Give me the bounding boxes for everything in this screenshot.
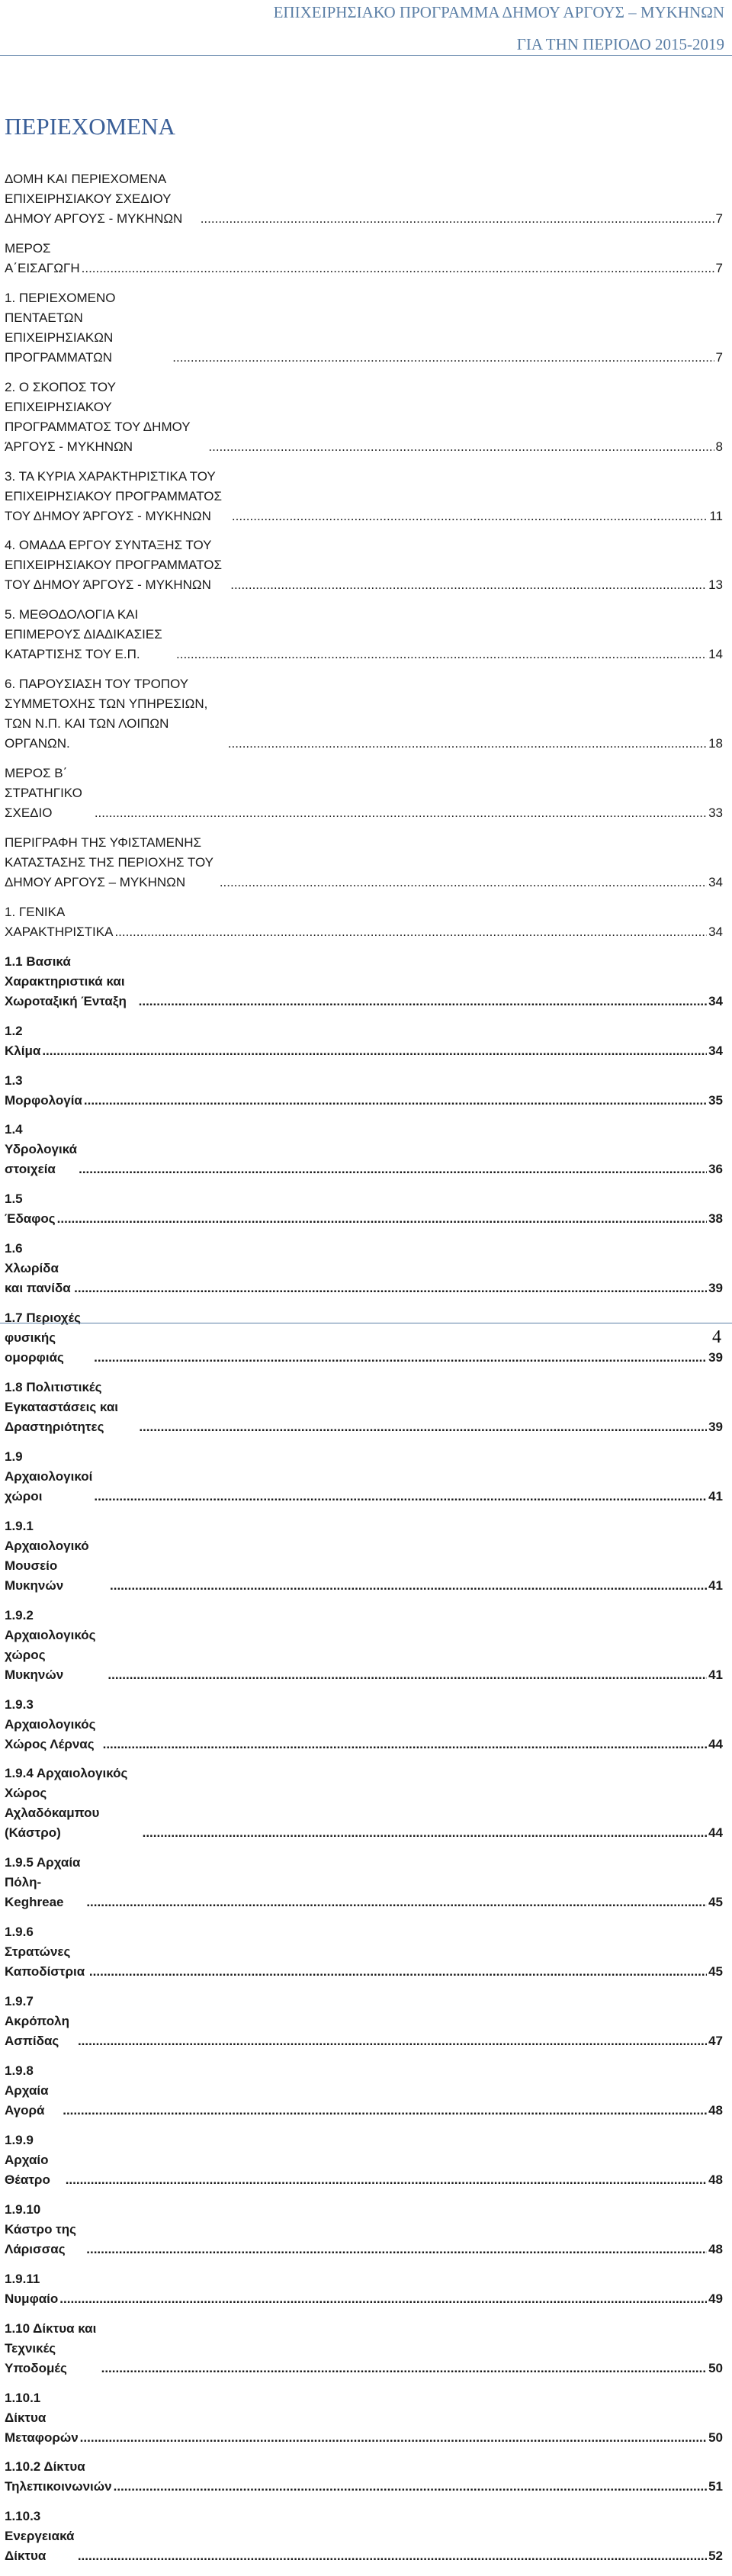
- toc-entry-page: 41: [708, 1488, 723, 1503]
- toc-dot-leader: [78, 2031, 707, 2051]
- toc-entry[interactable]: [5, 833, 723, 892]
- toc-dot-leader: [42, 1041, 707, 1061]
- toc-dot-leader: [143, 1823, 707, 1843]
- toc-dot-leader: [139, 1417, 707, 1437]
- toc-dot-leader: [220, 873, 707, 892]
- toc-dot-leader: [89, 1962, 707, 1982]
- toc-dot-leader: [86, 2240, 707, 2259]
- toc-entry-page: 7: [715, 260, 723, 275]
- toc-entry-title: 2. Ο ΣΚΟΠΟΣ ΤΟΥ ΕΠΙΧΕΙΡΗΣΙΑΚΟΥ ΠΡΟΓΡΑΜΜΑΤΟΣ ΤΟΥ ΔΗΜΟΥ ΆΡΓΟΥΣ - ΜΥΚΗΝΩΝ: [5, 379, 191, 454]
- toc-entry-page: 48: [708, 2172, 723, 2187]
- toc-entry[interactable]: [5, 1992, 723, 2051]
- toc-dot-leader: [176, 645, 707, 664]
- header-period: ΓΙΑ ΤΗΝ ΠΕΡΙΟΔΟ 2015-2019: [516, 35, 724, 53]
- toc-entry[interactable]: [5, 2269, 723, 2309]
- toc-entry-page: 34: [708, 924, 723, 939]
- toc-entry-title: 1.9.4 Αρχαιολογικός Χώρος Αχλαδόκαμπου (Κάστρο): [5, 1766, 128, 1841]
- toc-entry-page: 50: [708, 2360, 723, 2375]
- toc-entry-page: 48: [708, 2103, 723, 2118]
- toc-entry-page: 36: [708, 1162, 723, 1177]
- toc-entry[interactable]: [5, 1853, 723, 1912]
- toc-entry-page: 44: [708, 1736, 723, 1751]
- toc-entry[interactable]: [5, 2200, 723, 2259]
- toc-entry[interactable]: [5, 674, 723, 754]
- toc-entry-title: 1. ΠΕΡΙΕΧΟΜΕΝΟ ΠΕΝΤΑΕΤΩΝ ΕΠΙΧΕΙΡΗΣΙΑΚΩΝ ΠΡΟΓΡΑΜΜΑΤΩΝ: [5, 290, 116, 365]
- toc-dot-leader: [110, 1576, 707, 1596]
- toc-entry-page: 33: [708, 806, 723, 821]
- toc-entry-title: 1.9.3 Αρχαιολογικός Χώρος Λέρνας: [5, 1696, 96, 1751]
- toc-dot-leader: [78, 2546, 707, 2566]
- toc-entry-title: ΜΕΡΟΣ Β΄ ΣΤΡΑΤΗΓΙΚΟ ΣΧΕΔΙΟ: [5, 766, 82, 821]
- header-title: ΕΠΙΧΕΙΡΗΣΙΑΚΟ ΠΡΟΓΡΑΜΜΑ ΔΗΜΟΥ ΑΡΓΟΥΣ – ΜΥΚΗΝΩΝ: [273, 3, 724, 21]
- toc-entry-page: 18: [708, 736, 723, 751]
- toc-dot-leader: [114, 2477, 707, 2497]
- toc-dot-leader: [139, 992, 707, 1011]
- toc-entry[interactable]: [5, 288, 723, 368]
- toc-entry[interactable]: [5, 1239, 723, 1298]
- toc-entry[interactable]: [5, 1695, 723, 1754]
- toc-entry-title: 3. ΤΑ ΚΥΡΙΑ ΧΑΡΑΚΤΗΡΙΣΤΙΚΑ ΤΟΥ ΕΠΙΧΕΙΡΗΣΙΑΚΟΥ ΠΡΟΓΡΑΜΜΑΤΟΣ ΤΟΥ ΔΗΜΟΥ ΆΡΓΟΥΣ - ΜΥΚΗΝΩΝ: [5, 468, 222, 523]
- toc-entry-page: 51: [708, 2479, 723, 2494]
- toc-entry-title: 1.9 Αρχαιολογικοί χώροι: [5, 1449, 93, 1503]
- toc-entry-page: 35: [708, 1092, 723, 1108]
- header-rule: [0, 55, 732, 56]
- toc-entry-title: 1.8 Πολιτιστικές Εγκαταστάσεις και Δραστηριότητες: [5, 1380, 118, 1435]
- toc-dot-leader: [201, 209, 714, 229]
- toc-dot-leader: [172, 348, 714, 368]
- toc-entry-title: 1.7 Περιοχές φυσικής ομορφιάς: [5, 1311, 82, 1365]
- toc-dot-leader: [80, 2428, 707, 2448]
- toc-dot-leader: [82, 259, 714, 278]
- toc-entry-page: 47: [708, 2034, 723, 2049]
- toc-entry[interactable]: [5, 1922, 723, 1982]
- toc-entry-page: 8: [715, 439, 723, 454]
- page-title: ΠΕΡΙΕΧΟΜΕΝΑ: [5, 113, 175, 140]
- toc-entry[interactable]: [5, 1447, 723, 1507]
- toc-entry-title: 1.9.2 Αρχαιολογικός χώρος Μυκηνών: [5, 1607, 96, 1682]
- toc-entry-page: 14: [708, 647, 723, 662]
- toc-entry-page: 11: [709, 508, 723, 523]
- toc-entry[interactable]: [5, 1071, 723, 1111]
- toc-entry-page: 45: [708, 1895, 723, 1910]
- toc-entry-page: 50: [708, 2430, 723, 2445]
- toc-entry-page: 41: [708, 1667, 723, 1682]
- toc-entry[interactable]: [5, 605, 723, 664]
- toc-dot-leader: [95, 803, 707, 823]
- toc-entry-page: 34: [708, 993, 723, 1008]
- toc-entry-title: 1.10 Δίκτυα και Τεχνικές Υποδομές: [5, 2320, 97, 2375]
- toc-entry-title: 1.9.11 Νυμφαίο: [5, 2271, 59, 2306]
- toc-entry[interactable]: [5, 2388, 723, 2448]
- page-number: 4: [712, 1327, 721, 1347]
- toc-entry-title: 1.6 Χλωρίδα και πανίδα: [5, 1241, 71, 1296]
- toc-entry-page: 45: [708, 1964, 723, 1979]
- toc-entry[interactable]: [5, 1516, 723, 1596]
- toc-dot-leader: [94, 1487, 707, 1507]
- toc-entry-page: 41: [708, 1577, 723, 1593]
- toc-entry[interactable]: [5, 2061, 723, 2121]
- toc-entry-title: ΔΟΜΗ ΚΑΙ ΠΕΡΙΕΧΟΜΕΝΑ ΕΠΙΧΕΙΡΗΣΙΑΚΟΥ ΣΧΕΔΙΟΥ ΔΗΜΟΥ ΑΡΓΟΥΣ - ΜΥΚΗΝΩΝ: [5, 172, 183, 226]
- toc-entry[interactable]: [5, 378, 723, 457]
- toc-entry-page: 7: [715, 211, 723, 226]
- toc-dot-leader: [101, 2359, 707, 2378]
- toc-entry-title: 1.9.10 Κάστρο της Λάρισσας: [5, 2201, 76, 2256]
- toc-dot-leader: [103, 1735, 707, 1754]
- toc-dot-leader: [59, 2289, 707, 2309]
- toc-entry-page: 48: [708, 2241, 723, 2256]
- toc-entry-title: 6. ΠΑΡΟΥΣΙΑΣΗ ΤΟΥ ΤΡΟΠΟΥ ΣΥΜΜΕΤΟΧΗΣ ΤΩΝ ΥΠΗΡΕΣΙΩΝ, ΤΩΝ Ν.Π. ΚΑΙ ΤΩΝ ΛΟΙΠΩΝ ΟΡΓΑΝΩΝ.: [5, 677, 208, 751]
- toc-entry[interactable]: [5, 1764, 723, 1843]
- toc-entry-page: 39: [708, 1350, 723, 1365]
- toc-entry[interactable]: [5, 467, 723, 526]
- toc-entry[interactable]: [5, 1308, 723, 1368]
- toc-entry[interactable]: [5, 1606, 723, 1685]
- toc-dot-leader: [86, 1893, 707, 1912]
- toc-entry-title: 1.3 Μορφολογία: [5, 1073, 82, 1108]
- toc-entry[interactable]: [5, 952, 723, 1011]
- toc-dot-leader: [74, 1278, 707, 1298]
- toc-entry[interactable]: [5, 2457, 723, 2497]
- toc-entry-title: 1.10.1 Δίκτυα Μεταφορών: [5, 2390, 79, 2445]
- toc-entry[interactable]: [5, 535, 723, 595]
- toc-entry-title: ΠΕΡΙΓΡΑΦΗ ΤΗΣ ΥΦΙΣΤΑΜΕΝΗΣ ΚΑΤΑΣΤΑΣΗΣ ΤΗΣ ΠΕΡΙΟΧΗΣ ΤΟΥ ΔΗΜΟΥ ΑΡΓΟΥΣ – ΜΥΚΗΝΩΝ: [5, 835, 214, 890]
- toc-entry[interactable]: [5, 902, 723, 942]
- toc-dot-leader: [79, 1159, 707, 1179]
- toc-entry-title: 1.10.3 Ενεργειακά Δίκτυα: [5, 2509, 75, 2564]
- toc-entry[interactable]: [5, 1378, 723, 1437]
- toc-dot-leader: [84, 1091, 707, 1111]
- toc-entry-title: 1.2 Κλίμα: [5, 1023, 41, 1058]
- toc-entry-page: 49: [708, 2291, 723, 2306]
- toc-entry[interactable]: [5, 169, 723, 229]
- toc-dot-leader: [108, 1665, 707, 1685]
- toc-entry-title: ΜΕΡΟΣ Α΄ΕΙΣΑΓΩΓΗ: [5, 240, 80, 275]
- toc-entry-title: 5. ΜΕΘΟΔΟΛΟΓΙΑ ΚΑΙ ΕΠΙΜΕΡΟΥΣ ΔΙΑΔΙΚΑΣΙΕΣ ΚΑΤΑΡΤΙΣΗΣ ΤΟΥ Ε.Π.: [5, 607, 162, 662]
- toc-entry-page: 38: [708, 1211, 723, 1227]
- toc-entry[interactable]: [5, 1120, 723, 1179]
- toc-dot-leader: [228, 734, 707, 754]
- toc-entry-page: 7: [715, 349, 723, 365]
- table-of-contents: [5, 169, 723, 2576]
- toc-entry-page: 39: [708, 1420, 723, 1435]
- toc-entry-title: 1.9.8 Αρχαία Αγορά: [5, 2063, 49, 2118]
- toc-entry[interactable]: [5, 1189, 723, 1229]
- toc-dot-leader: [114, 922, 707, 942]
- toc-dot-leader: [232, 507, 708, 526]
- toc-entry-title: 1.9.9 Αρχαίο Θέατρο: [5, 2132, 50, 2187]
- toc-dot-leader: [230, 575, 707, 595]
- toc-entry-page: 13: [708, 577, 723, 593]
- toc-entry-title: 1.9.1 Αρχαιολογικό Μουσείο Μυκηνών: [5, 1518, 89, 1593]
- toc-entry-title: 1.4 Υδρολογικά στοιχεία: [5, 1122, 78, 1177]
- toc-entry-title: 1.1 Βασικά Χαρακτηριστικά και Χωροταξική Ένταξη: [5, 954, 127, 1008]
- toc-entry[interactable]: [5, 2507, 723, 2566]
- toc-entry[interactable]: [5, 764, 723, 823]
- toc-entry-page: 34: [708, 1043, 723, 1058]
- toc-entry-title: 1. ΓΕΝΙΚΑ ΧΑΡΑΚΤΗΡΙΣΤΙΚΑ: [5, 904, 114, 939]
- toc-entry-title: 1.5 Έδαφος: [5, 1192, 56, 1227]
- toc-dot-leader: [63, 2101, 707, 2121]
- toc-dot-leader: [208, 437, 714, 457]
- toc-entry-title: 4. ΟΜΑΔΑ ΕΡΓΟΥ ΣΥΝΤΑΞΗΣ ΤΟΥ ΕΠΙΧΕΙΡΗΣΙΑΚΟΥ ΠΡΟΓΡΑΜΜΑΤΟΣ ΤΟΥ ΔΗΜΟΥ ΆΡΓΟΥΣ - ΜΥΚΗΝΩΝ: [5, 538, 222, 593]
- toc-entry[interactable]: [5, 2131, 723, 2190]
- toc-dot-leader: [66, 2170, 707, 2190]
- toc-entry[interactable]: [5, 239, 723, 278]
- toc-dot-leader: [94, 1348, 707, 1368]
- toc-entry-title: 1.10.2 Δίκτυα Τηλεπικοινωνιών: [5, 2459, 112, 2494]
- toc-entry-title: 1.9.6 Στρατώνες Καποδίστρια: [5, 1925, 85, 1979]
- toc-entry-title: 1.9.5 Αρχαία Πόλη-Keghreae: [5, 1855, 81, 1910]
- toc-entry-page: 39: [708, 1281, 723, 1296]
- toc-entry-page: 44: [708, 1825, 723, 1841]
- toc-entry-page: 34: [708, 875, 723, 890]
- toc-entry[interactable]: [5, 1021, 723, 1061]
- toc-entry-title: 1.9.7 Ακρόπολη Ασπίδας: [5, 1994, 69, 2049]
- toc-dot-leader: [57, 1209, 707, 1229]
- toc-entry[interactable]: [5, 2319, 723, 2378]
- toc-entry-page: 52: [708, 2549, 723, 2564]
